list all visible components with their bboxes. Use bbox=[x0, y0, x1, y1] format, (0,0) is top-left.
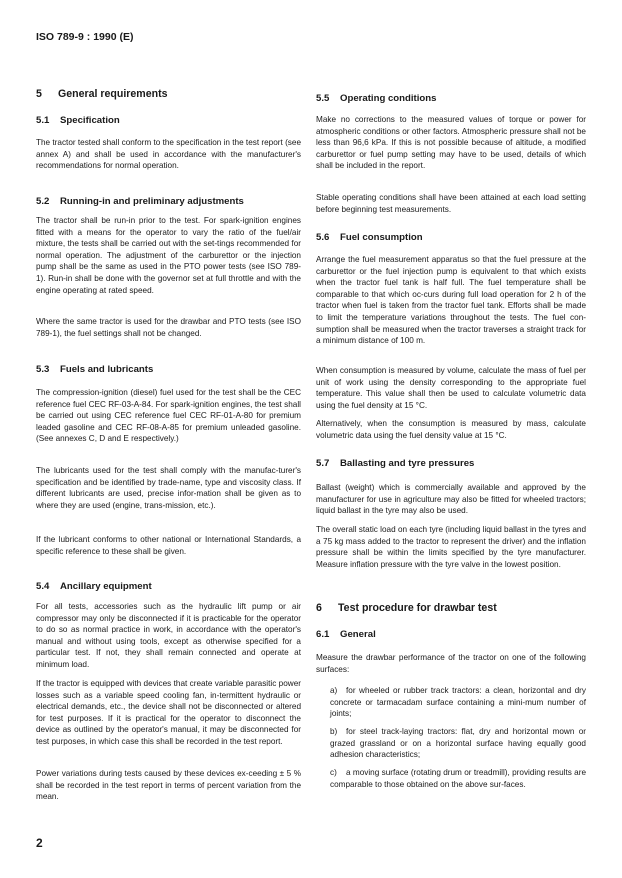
heading-5-4: 5.4 Ancillary equipment bbox=[36, 581, 152, 592]
page-number: 2 bbox=[36, 836, 43, 850]
heading-5-7: 5.7 Ballasting and tyre pressures bbox=[316, 458, 475, 469]
heading-5-3: 5.3 Fuels and lubricants bbox=[36, 364, 154, 375]
paragraph: For all tests, accessories such as the hydraulic lift pump or air compressor may only be disconnected if it is practicable for the operator to do so as normal practice in work, in accordance with the operator's manual and without using tools, except as otherwise specified for a particular test. If not, they shall remain connected and operate at minimum load. bbox=[36, 602, 301, 669]
paragraph: Power variations during tests caused by these devices ex-ceeding ± 5 % shall be recorded in the test report in terms of percent variation from the mean. bbox=[36, 769, 301, 802]
paragraph: The tractor shall be run-in prior to the test. For spark-ignition engines fitted with a means for the operator to vary the ratio of the fuel/air mixture, the tests shall be carried out with the set-tings recommended for normal operation. The adjustment of the carburettor or the injection pump shall be the same as used in the PTO power tests (see ISO 789-1). Run-in shall be done with the governor set at full throttle and with the engine operating at rated speed. bbox=[36, 216, 301, 295]
paragraph: When consumption is measured by volume, calculate the mass of fuel per unit of work using the density corresponding to the appropriate fuel temperature. This value shall then be used to calculate volumetric data using the fuel density at 15 °C. bbox=[316, 366, 586, 410]
paragraph: Alternatively, when the consumption is measured by mass, calculate volumetric data using the fuel density value at 15 °C. bbox=[316, 419, 586, 440]
paragraph: Ballast (weight) which is commercially available and approved by the manufacturer for use in agriculture may also be fitted for wheeled tractors; liquid ballast in the tyre may also be used. bbox=[316, 483, 586, 516]
paragraph: The compression-ignition (diesel) fuel used for the test shall be the CEC reference fuel CEC RF-03-A-84. For spark-ignition engines, the test shall be carried out using CEC reference fuel CEC RF-01-A-80 for premium leaded gasoline and CEC RF-08-A-85 for premium unleaded gasoline. (See annexes C, D and E respectively.) bbox=[36, 388, 301, 444]
list-item-a: a) for wheeled or rubber track tractors: a clean, horizontal and dry concrete or tarmacadam surface containing a mini-mum number of joints; bbox=[330, 686, 586, 719]
paragraph: If the lubricant conforms to other national or International Standards, a specific reference to these shall be given. bbox=[36, 535, 301, 556]
paragraph: The tractor tested shall conform to the specification in the test report (see annex A) and shall be used in accordance with the manufacturer's recommendations for normal operation. bbox=[36, 138, 301, 171]
heading-6: 6 Test procedure for drawbar test bbox=[316, 602, 497, 614]
paragraph: Make no corrections to the measured values of torque or power for atmospheric conditions or other factors. Atmospheric pressure shall not be less than 96,6 kPa. If this is not possible because of altitude, a modified carburettor or fuel pump setting may have to be used, details of which shall be included in the report. bbox=[316, 115, 586, 171]
heading-5-5: 5.5 Operating conditions bbox=[316, 93, 437, 104]
heading-5-6: 5.6 Fuel consumption bbox=[316, 232, 423, 243]
paragraph: If the tractor is equipped with devices that create variable parasitic power losses such as a variable speed cooling fan, in-termittent hydraulic or electrical demands, etc., the device shall not be disconnected or altered for test purposes. If it is practical for the operator to disconnect the device as outlined by the operator's manual, it may be disconnected for test purposes, in which case this shall be recorded in the test report. bbox=[36, 679, 301, 746]
heading-5-1: 5.1 Specification bbox=[36, 115, 120, 126]
list-item-b: b) for steel track-laying tractors: flat, dry and horizontal mown or grazed grassland or on a horizontal surface having equally good adhesion characteristics; bbox=[330, 727, 586, 760]
document-header: ISO 789-9 : 1990 (E) bbox=[36, 31, 134, 43]
heading-5: 5 General requirements bbox=[36, 88, 168, 100]
paragraph: Arrange the fuel measurement apparatus so that the fuel pressure at the carburettor or the fuel injection pump is equivalent to that which exists when the tractor fuel tank is half full. The fuel temperature shall be comparable to that which oc-curs during full load operation for 2 h of the tractor when fuel is taken from the tractor fuel tank. Efforts shall be made to limit the temperature variations throughout the tests. The fuel con-sumption shall be measured when the tractor traverses a straight track for a minimum distance of 100 m. bbox=[316, 255, 586, 346]
heading-6-1: 6.1 General bbox=[316, 629, 376, 640]
paragraph: Measure the drawbar performance of the tractor on one of the following surfaces: bbox=[316, 653, 586, 674]
heading-5-2: 5.2 Running-in and preliminary adjustments bbox=[36, 196, 244, 207]
paragraph: Stable operating conditions shall have been attained at each load setting before beginning test measurements. bbox=[316, 193, 586, 214]
paragraph: Where the same tractor is used for the drawbar and PTO tests (see ISO 789-1), the fuel settings shall not be changed. bbox=[36, 317, 301, 338]
list-item-c: c) a moving surface (rotating drum or treadmill), providing results are comparable to those obtained on the above sur-faces. bbox=[330, 768, 586, 789]
paragraph: The lubricants used for the test shall comply with the manufac-turer's specification and be identified by trade-name, type and viscosity class. If different lubricants are used, precise infor-mation shall be given as to where they are used (engine, trans-mission, etc.). bbox=[36, 466, 301, 510]
paragraph: The overall static load on each tyre (including liquid ballast in the tyres and a 75 kg mass added to the tractor to represent the driver) and the inflation pressure shall be within the limits specified by the tyre manufacturer. Measure inflation pressure with the tyre valve in the lowest position. bbox=[316, 525, 586, 569]
